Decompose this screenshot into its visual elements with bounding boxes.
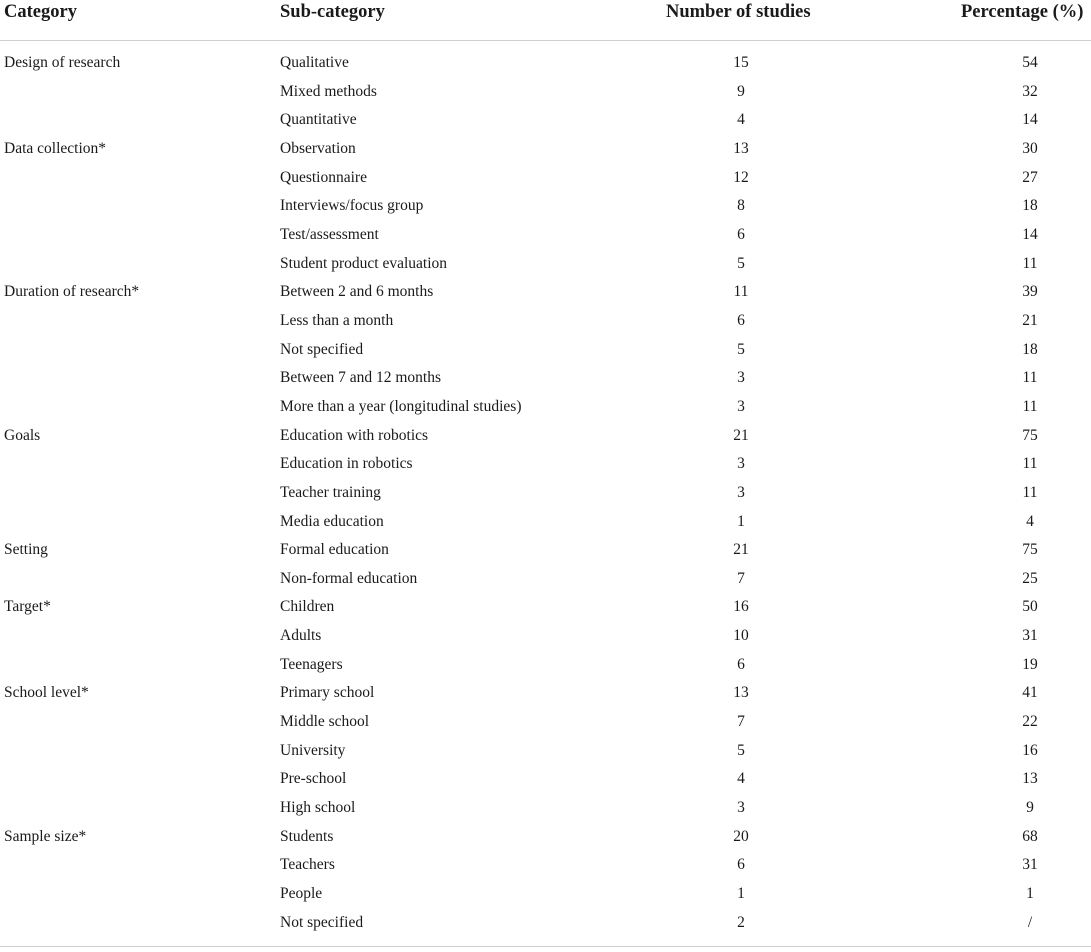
cell-subcategory: People [280, 885, 323, 903]
cell-percentage: 14 [1022, 225, 1038, 243]
cell-category: Target* [4, 598, 51, 616]
cell-percentage: 22 [1022, 713, 1038, 731]
cell-percentage: 41 [1022, 684, 1038, 702]
cell-subcategory: Primary school [280, 684, 375, 702]
cell-number-of-studies: 11 [733, 283, 749, 301]
cell-subcategory: Interviews/focus group [280, 197, 424, 215]
cell-number-of-studies: 4 [737, 770, 745, 788]
cell-percentage: 25 [1022, 569, 1038, 587]
cell-category: Data collection* [4, 139, 106, 157]
table-body [0, 50, 1091, 938]
cell-number-of-studies: 3 [737, 455, 745, 473]
table-row [0, 709, 1091, 738]
cell-subcategory: Teenagers [280, 655, 343, 673]
cell-subcategory: Formal education [280, 541, 389, 559]
cell-subcategory: University [280, 741, 346, 759]
cell-category: Sample size* [4, 827, 87, 845]
cell-percentage: 18 [1022, 340, 1038, 358]
cell-number-of-studies: 12 [733, 168, 749, 186]
cell-percentage: 1 [1026, 885, 1034, 903]
cell-subcategory: Qualitative [280, 54, 349, 71]
table-row [0, 222, 1091, 251]
cell-subcategory: Quantitative [280, 111, 357, 129]
cell-subcategory: Not specified [280, 913, 364, 931]
cell-number-of-studies: 6 [737, 655, 745, 673]
cell-subcategory: Mixed methods [280, 82, 377, 100]
header-number-of-studies: Number of studies [666, 2, 811, 22]
cell-subcategory: Not specified [280, 340, 364, 358]
cell-number-of-studies: 5 [737, 340, 745, 358]
table-row [0, 193, 1091, 222]
cell-percentage: 18 [1022, 197, 1038, 215]
cell-percentage: 75 [1022, 541, 1038, 559]
table-row [0, 680, 1091, 709]
cell-percentage: 32 [1022, 82, 1038, 100]
table-row [0, 738, 1091, 767]
cell-number-of-studies: 3 [737, 483, 745, 501]
cell-percentage: 11 [1022, 254, 1038, 272]
table-row [0, 279, 1091, 308]
table-row [0, 566, 1091, 595]
cell-category: Setting [4, 541, 48, 559]
cell-number-of-studies: 6 [737, 856, 745, 874]
table-row [0, 910, 1091, 939]
header-percentage: Percentage (%) [961, 2, 1084, 22]
cell-category: Design of research [4, 54, 121, 71]
cell-percentage: 54 [1022, 54, 1038, 71]
cell-number-of-studies: 5 [737, 741, 745, 759]
cell-subcategory: Media education [280, 512, 384, 530]
cell-subcategory: Students [280, 827, 334, 845]
cell-percentage: 19 [1022, 655, 1038, 673]
header-category: Category [4, 2, 77, 22]
table-row [0, 79, 1091, 108]
table-row [0, 165, 1091, 194]
cell-percentage: 50 [1022, 598, 1038, 616]
table-row [0, 337, 1091, 366]
cell-percentage: 11 [1022, 455, 1038, 473]
table-row [0, 251, 1091, 280]
cell-percentage: 14 [1022, 111, 1038, 129]
cell-subcategory: Between 2 and 6 months [280, 283, 434, 301]
cell-percentage: 31 [1022, 627, 1038, 645]
cell-subcategory: Non-formal education [280, 569, 418, 587]
table-header [0, 0, 1091, 40]
cell-subcategory: Test/assessment [280, 225, 379, 243]
cell-subcategory: Teacher training [280, 483, 381, 501]
header-subcategory: Sub-category [280, 2, 385, 22]
table-row [0, 652, 1091, 681]
table-row [0, 881, 1091, 910]
cell-subcategory: Education with robotics [280, 426, 429, 444]
table-row [0, 509, 1091, 538]
cell-number-of-studies: 9 [737, 82, 745, 100]
table-row [0, 480, 1091, 509]
table-row [0, 50, 1091, 79]
cell-number-of-studies: 3 [737, 397, 745, 415]
table-row [0, 394, 1091, 423]
cell-number-of-studies: 3 [737, 369, 745, 387]
cell-subcategory: Pre-school [280, 770, 347, 788]
cell-percentage: 16 [1022, 741, 1038, 759]
cell-percentage: 13 [1022, 770, 1038, 788]
cell-percentage: / [1027, 913, 1033, 931]
cell-number-of-studies: 10 [733, 627, 749, 645]
cell-number-of-studies: 5 [737, 254, 745, 272]
cell-subcategory: Children [280, 598, 335, 616]
table-row [0, 766, 1091, 795]
cell-percentage: 31 [1022, 856, 1038, 874]
cell-number-of-studies: 3 [737, 799, 745, 817]
cell-number-of-studies: 21 [733, 426, 749, 444]
cell-number-of-studies: 2 [737, 913, 745, 931]
cell-number-of-studies: 6 [737, 225, 745, 243]
cell-number-of-studies: 7 [737, 713, 745, 731]
cell-percentage: 30 [1022, 139, 1038, 157]
cell-percentage: 75 [1022, 426, 1038, 444]
table-row [0, 107, 1091, 136]
cell-percentage: 21 [1022, 311, 1038, 329]
cell-subcategory: Between 7 and 12 months [280, 369, 442, 387]
cell-percentage: 9 [1026, 799, 1034, 817]
cell-percentage: 4 [1026, 512, 1034, 530]
table-row [0, 852, 1091, 881]
table-row [0, 795, 1091, 824]
cell-percentage: 27 [1022, 168, 1038, 186]
cell-subcategory: Middle school [280, 713, 370, 731]
table-row [0, 136, 1091, 165]
table-row [0, 365, 1091, 394]
cell-number-of-studies: 8 [737, 197, 745, 215]
cell-percentage: 11 [1022, 483, 1038, 501]
cell-number-of-studies: 16 [733, 598, 749, 616]
cell-number-of-studies: 4 [737, 111, 745, 129]
cell-number-of-studies: 13 [733, 139, 749, 157]
cell-number-of-studies: 1 [737, 512, 745, 530]
table-row [0, 308, 1091, 337]
cell-number-of-studies: 20 [733, 827, 749, 845]
cell-number-of-studies: 21 [733, 541, 749, 559]
table-row [0, 824, 1091, 853]
table-row [0, 537, 1091, 566]
cell-subcategory: Questionnaire [280, 168, 367, 186]
cell-subcategory: Education in robotics [280, 455, 413, 473]
cell-subcategory: Adults [280, 627, 322, 645]
header-divider [0, 40, 1091, 41]
table-row [0, 623, 1091, 652]
cell-subcategory: More than a year (longitudinal studies) [280, 397, 522, 415]
cell-category: Duration of research* [4, 283, 140, 301]
cell-number-of-studies: 7 [737, 569, 745, 587]
table-row [0, 423, 1091, 452]
cell-number-of-studies: 1 [737, 885, 745, 903]
cell-number-of-studies: 6 [737, 311, 745, 329]
cell-percentage: 11 [1022, 369, 1038, 387]
cell-subcategory: Student product evaluation [280, 254, 448, 272]
cell-number-of-studies: 13 [733, 684, 749, 702]
cell-number-of-studies: 15 [733, 54, 749, 71]
cell-subcategory: Less than a month [280, 311, 394, 329]
cell-category: School level* [4, 684, 89, 702]
cell-subcategory: Observation [280, 139, 356, 157]
cell-subcategory: High school [280, 799, 356, 817]
cell-subcategory: Teachers [280, 856, 335, 874]
cell-percentage: 39 [1022, 283, 1038, 301]
cell-percentage: 68 [1022, 827, 1038, 845]
table-row [0, 594, 1091, 623]
table-row [0, 451, 1091, 480]
cell-category: Goals [4, 426, 41, 444]
cell-percentage: 11 [1022, 397, 1038, 415]
table-bottom-divider [0, 946, 1091, 947]
